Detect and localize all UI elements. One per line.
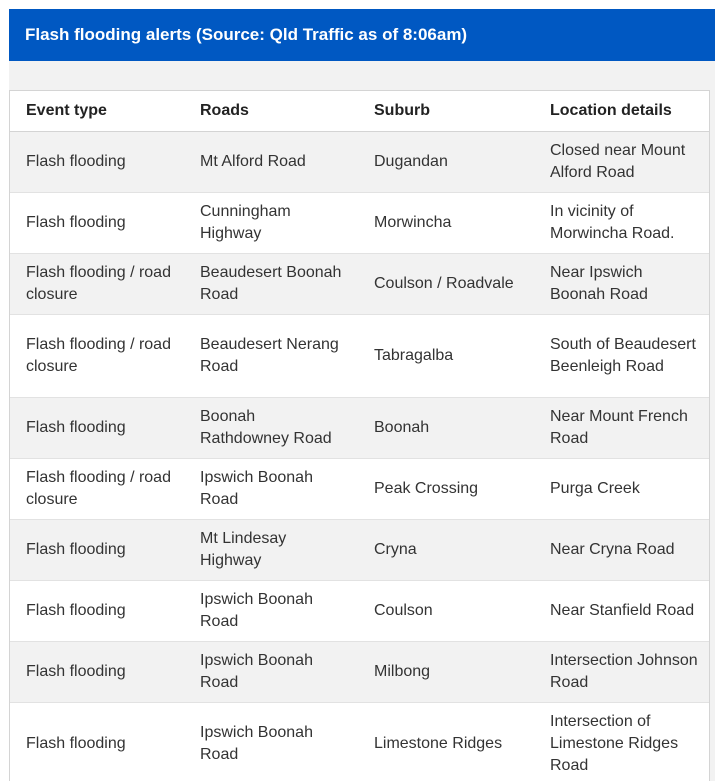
cell-roads: Ipswich Boonah Road: [184, 703, 358, 781]
cell-event-type: Flash flooding / road closure: [10, 459, 184, 520]
column-header-location-details: Location details: [534, 91, 709, 132]
cell-suburb: Coulson: [358, 581, 534, 642]
cell-location-details: Near Stanfield Road: [534, 581, 709, 642]
cell-location-details: Closed near Mount Alford Road: [534, 132, 709, 193]
cell-suburb: Peak Crossing: [358, 459, 534, 520]
cell-event-type: Flash flooding / road closure: [10, 315, 184, 398]
cell-roads: Boonah Rathdowney Road: [184, 398, 358, 459]
cell-suburb: Milbong: [358, 642, 534, 703]
table-row: [10, 315, 709, 398]
cell-event-type: Flash flooding: [10, 398, 184, 459]
alerts-table-container: [9, 90, 710, 781]
cell-event-type: Flash flooding: [10, 703, 184, 781]
table-row: [10, 254, 709, 315]
table-row: [10, 581, 709, 642]
table-header-row: [10, 91, 709, 132]
cell-suburb: Boonah: [358, 398, 534, 459]
cell-event-type: Flash flooding: [10, 193, 184, 254]
flood-alerts-panel: [9, 9, 715, 781]
cell-roads: Ipswich Boonah Road: [184, 642, 358, 703]
cell-event-type: Flash flooding: [10, 520, 184, 581]
table-row: [10, 520, 709, 581]
table-row: [10, 132, 709, 193]
column-header-roads: Roads: [184, 91, 358, 132]
cell-suburb: Tabragalba: [358, 315, 534, 398]
table-row: [10, 703, 709, 781]
cell-event-type: Flash flooding: [10, 132, 184, 193]
table-row: [10, 193, 709, 254]
cell-suburb: Dugandan: [358, 132, 534, 193]
table-row: [10, 398, 709, 459]
cell-suburb: Limestone Ridges: [358, 703, 534, 781]
column-header-event-type: Event type: [10, 91, 184, 132]
cell-location-details: In vicinity of Morwincha Road.: [534, 193, 709, 254]
cell-location-details: Near Cryna Road: [534, 520, 709, 581]
cell-roads: Ipswich Boonah Road: [184, 581, 358, 642]
table-row: [10, 459, 709, 520]
cell-event-type: Flash flooding / road closure: [10, 254, 184, 315]
cell-roads: Mt Alford Road: [184, 132, 358, 193]
cell-location-details: Intersection Johnson Road: [534, 642, 709, 703]
cell-roads: Beaudesert Boonah Road: [184, 254, 358, 315]
column-header-suburb: Suburb: [358, 91, 534, 132]
cell-suburb: Cryna: [358, 520, 534, 581]
cell-location-details: Near Ipswich Boonah Road: [534, 254, 709, 315]
alerts-table: [10, 91, 709, 781]
cell-location-details: Purga Creek: [534, 459, 709, 520]
cell-suburb: Morwincha: [358, 193, 534, 254]
cell-location-details: South of Beaudesert Beenleigh Road: [534, 315, 709, 398]
table-row: [10, 642, 709, 703]
cell-roads: Mt Lindesay Highway: [184, 520, 358, 581]
cell-event-type: Flash flooding: [10, 581, 184, 642]
cell-location-details: Intersection of Limestone Ridges Road: [534, 703, 709, 781]
cell-roads: Beaudesert Nerang Road: [184, 315, 358, 398]
cell-event-type: Flash flooding: [10, 642, 184, 703]
cell-roads: Ipswich Boonah Road: [184, 459, 358, 520]
cell-suburb: Coulson / Roadvale: [358, 254, 534, 315]
panel-title: Flash flooding alerts (Source: Qld Traffic as of 8:06am): [9, 9, 715, 61]
cell-location-details: Near Mount French Road: [534, 398, 709, 459]
cell-roads: Cunningham Highway: [184, 193, 358, 254]
